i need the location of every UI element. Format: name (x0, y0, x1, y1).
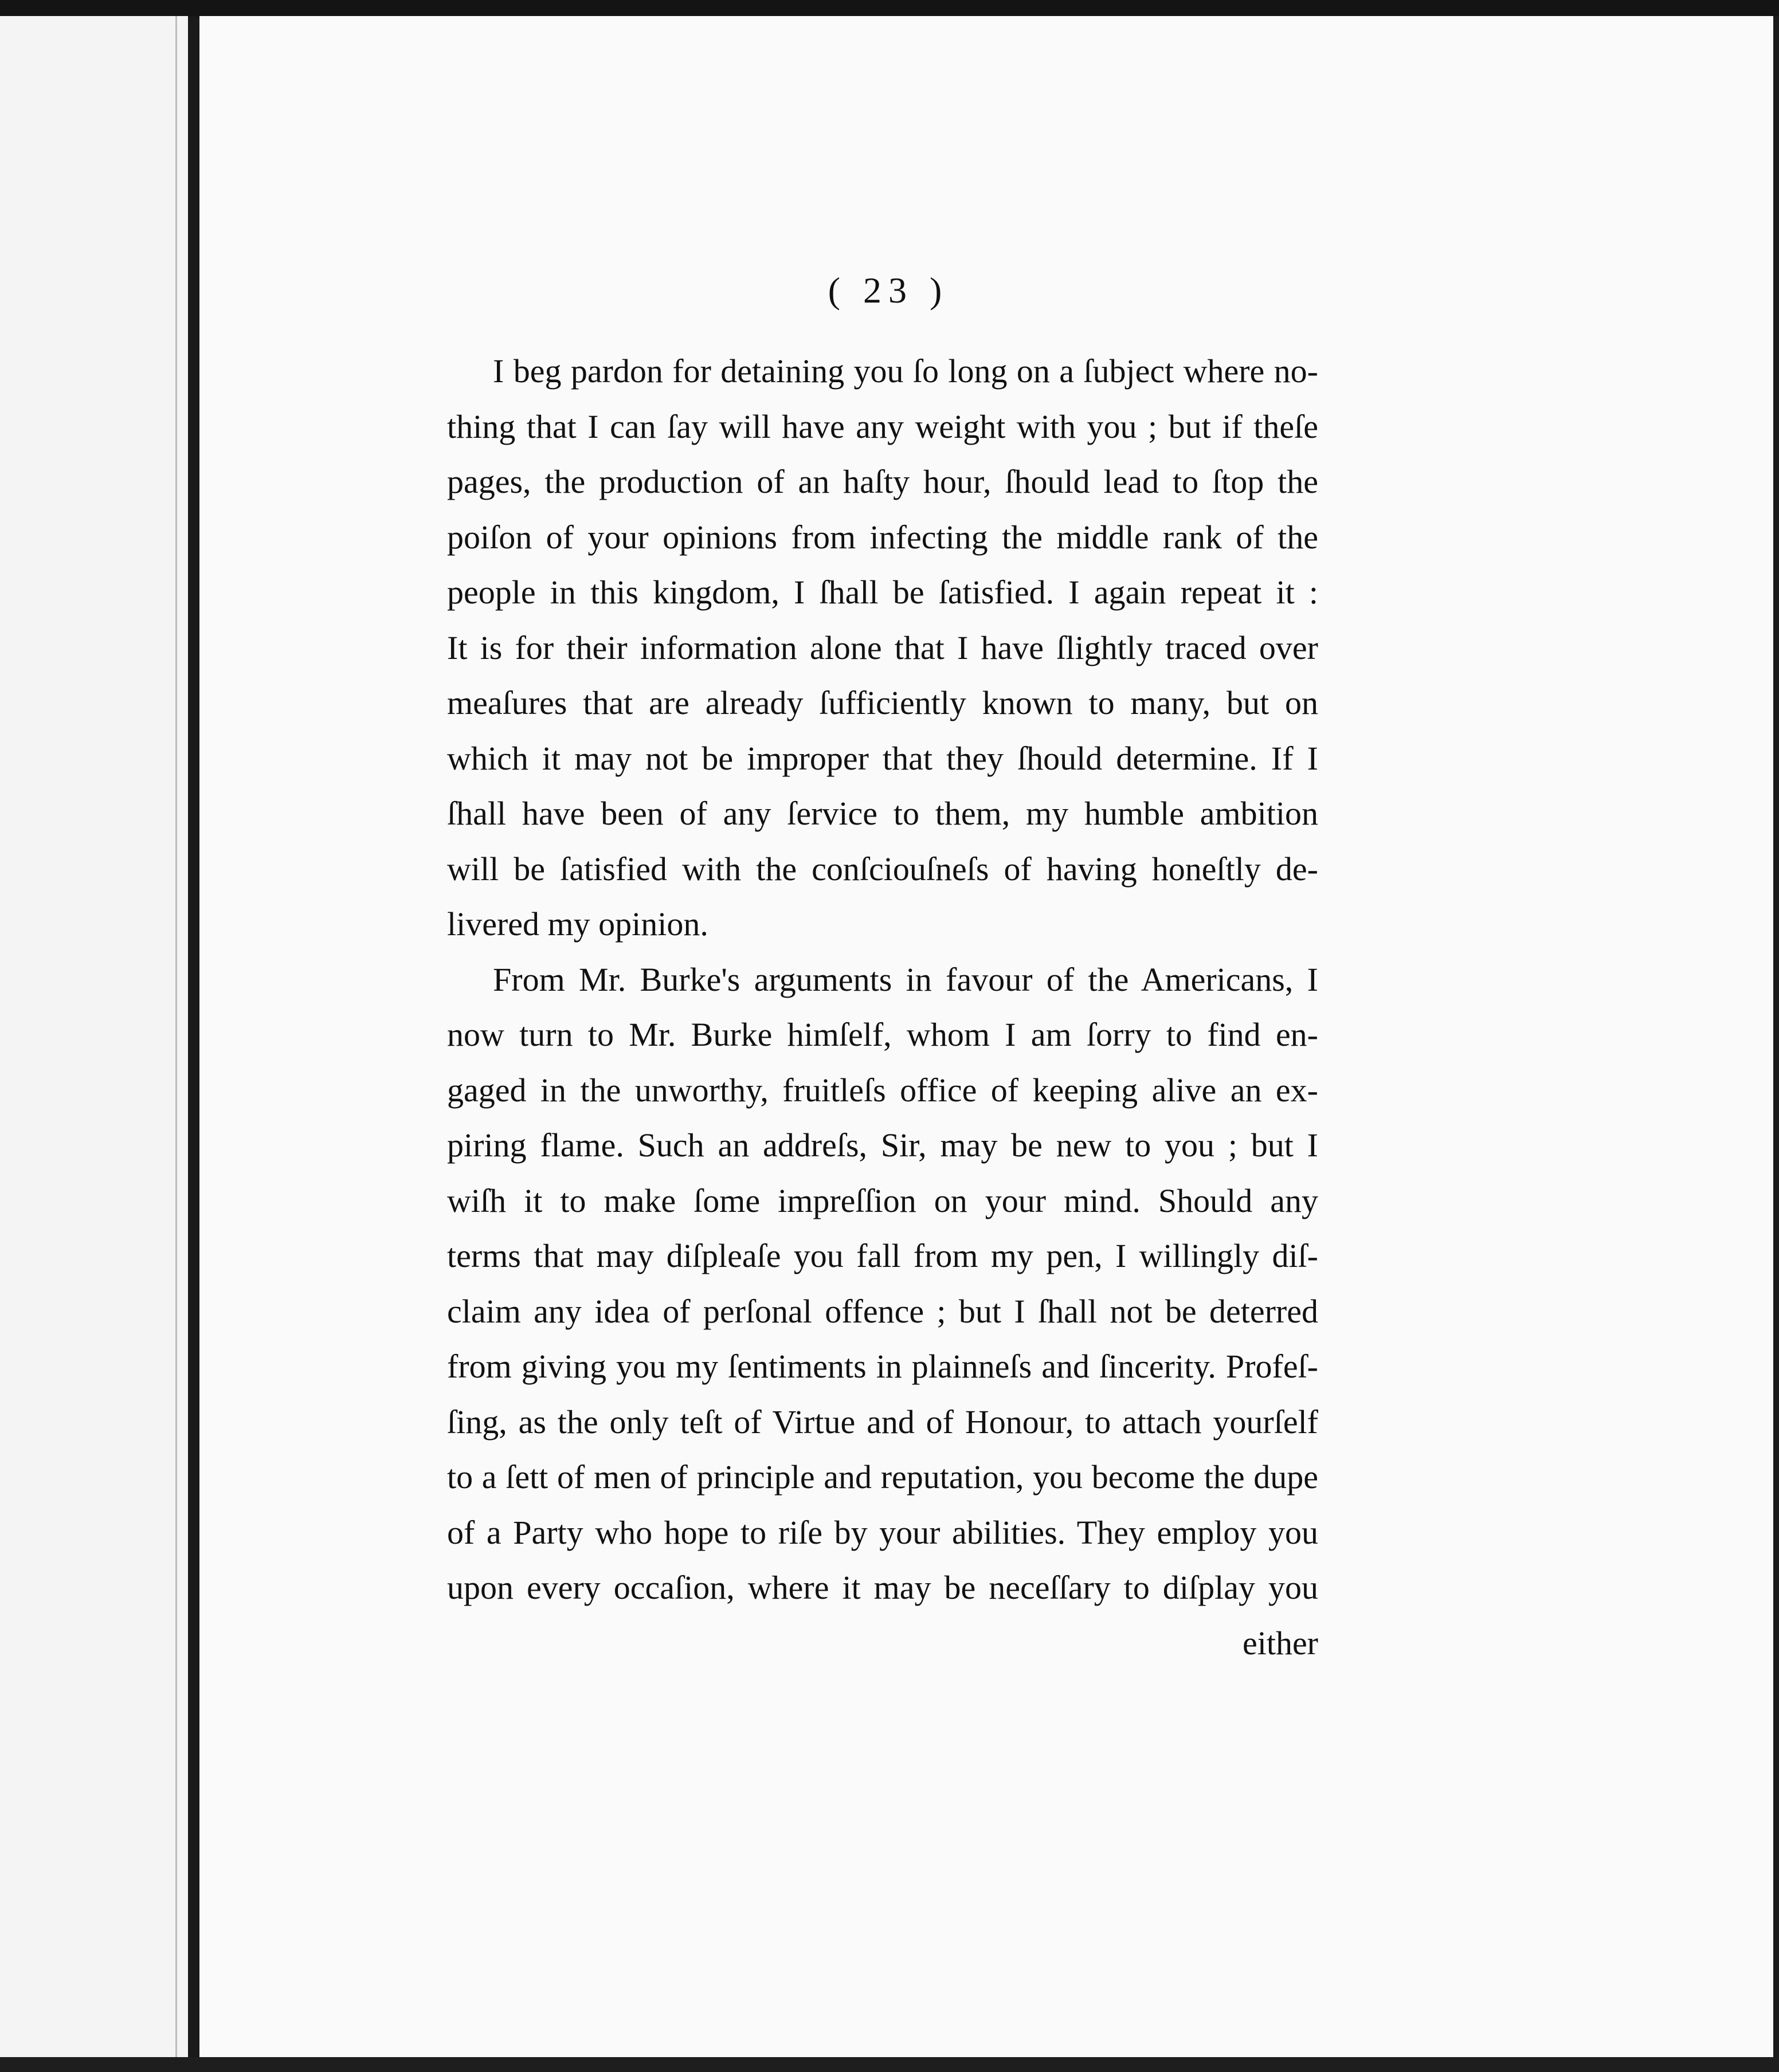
text-line: now turn to Mr. Burke himſelf, whom I am ſorry to find en- (447, 1016, 1318, 1053)
body-text (447, 344, 1318, 1671)
text-line: It is for their information alone that I have ſlightly traced over (447, 629, 1318, 666)
text-line: gaged in the unworthy, fruitleſs office of keeping alive an ex- (447, 1071, 1318, 1109)
text-line: ſing, as the only teſt of Virtue and of Honour, to attach yourſelf (447, 1403, 1318, 1441)
text-line: to a ſett of men of principle and reputation, you become the dupe (447, 1458, 1318, 1496)
text-line: I beg pardon for detaining you ſo long on a ſubject where no- (493, 352, 1318, 390)
scan-right-edge (1773, 16, 1779, 2072)
text-line: piring flame. Such an addreſs, Sir, may be new to you ; but I (447, 1127, 1318, 1164)
text-line: claim any idea of perſonal offence ; but I ſhall not be deterred (447, 1292, 1318, 1330)
binding-gutter-line (188, 16, 199, 2072)
text-line: upon every occaſion, where it may be neceſſary to diſplay you (447, 1569, 1318, 1606)
catchword: either (1242, 1624, 1318, 1662)
text-line: livered my opinion. (447, 905, 708, 943)
paragraph-2 (447, 952, 1318, 1616)
left-page-margin (0, 16, 189, 2072)
text-line: terms that may diſpleaſe you fall from my pen, I willingly diſ- (447, 1237, 1318, 1274)
text-line: of a Party who hope to riſe by your abilities. They employ you (447, 1513, 1318, 1551)
text-line: From Mr. Burke's arguments in favour of the Americans, I (493, 960, 1318, 998)
text-line: will be ſatisfied with the conſciouſneſs of having honeſtly de- (447, 850, 1318, 888)
text-line: thing that I can ſay will have any weight with you ; but if theſe (447, 407, 1318, 445)
text-line: meaſures that are already ſufficiently known to many, but on (447, 684, 1318, 721)
scan-bottom-edge (0, 2057, 1779, 2072)
scan-top-edge (0, 0, 1779, 16)
text-line: from giving you my ſentiments in plainneſs and ſincerity. Profeſ- (447, 1348, 1318, 1385)
text-line: ſhall have been of any ſervice to them, my humble ambition (447, 795, 1318, 832)
text-line: pages, the production of an haſty hour, ſhould lead to ſtop the (447, 463, 1318, 500)
text-line: people in this kingdom, I ſhall be ſatisfied. I again repeat it : (447, 574, 1318, 611)
text-line: wiſh it to make ſome impreſſion on your mind. Should any (447, 1182, 1318, 1219)
paragraph-1 (447, 344, 1318, 952)
gutter-shadow (175, 16, 177, 2072)
page-number: ( 23 ) (828, 270, 949, 311)
text-line: poiſon of your opinions from infecting the middle rank of the (447, 518, 1318, 556)
text-line: which it may not be improper that they ſhould determine. If I (447, 739, 1318, 777)
